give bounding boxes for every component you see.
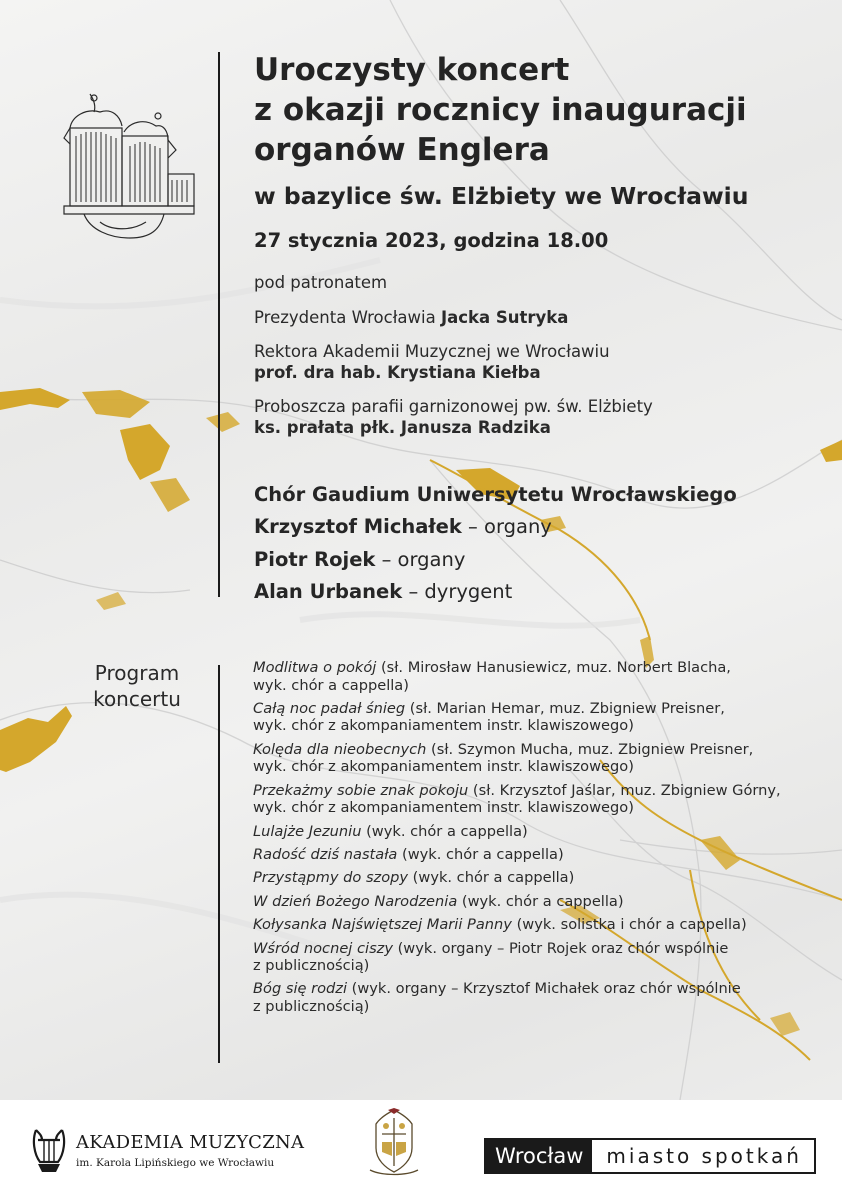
piece-details: (wyk. solistka i chór a cappella) [511,916,747,934]
program-heading [62,660,212,712]
piece-title: Przystąpmy do szopy [253,869,409,887]
program-item [253,893,833,911]
patron-rector-role: Rektora Akademii Muzycznej we Wrocławiu [254,342,610,361]
lyre-logo-icon [30,1126,68,1176]
performer-name: Alan Urbanek [254,580,403,603]
program-item [253,980,833,1015]
venue: w bazylice św. Elżbiety we Wrocławiu [254,182,749,210]
piece-title: W dzień Bożego Narodzenia [253,892,458,910]
program-item [253,659,833,694]
piece-details: (wyk. chór a cappella) [457,892,624,910]
academy-subtitle: im. Karola Lipińskiego we Wrocławiu [76,1157,275,1169]
program-heading-line-2: koncertu [93,687,181,711]
piece-details: (wyk. chór a cappella) [408,869,575,887]
performer-organist-2: Piotr Rojek – organy [254,548,466,571]
city-name: Wrocław [486,1140,592,1172]
piece-title: Kołysanka Najświętszej Marii Panny [253,916,512,934]
patron-president-name: Jacka Sutryka [440,308,569,327]
piece-details-cont: z publicznością) [253,957,370,975]
piece-title: Wśród nocnej ciszy [253,939,393,957]
patron-parish-priest [254,396,653,438]
concert-date: 27 stycznia 2023, godzina 18.00 [254,229,609,252]
piece-title: Bóg się rodzi [253,980,348,998]
program-item [253,700,833,735]
piece-title: Lulajże Jezuniu [253,822,362,840]
program-item [253,846,833,864]
performer-name: Chór Gaudium Uniwersytetu Wrocławskiego [254,483,737,506]
wroclaw-logo [484,1138,816,1174]
piece-details-cont: z publicznością) [253,997,370,1015]
organ-illustration [60,92,198,242]
program-list [253,659,833,1021]
piece-title: Modlitwa o pokój [253,659,377,676]
piece-details: (sł. Krzysztof Jaślar, muz. Zbigniew Górny, [468,781,781,799]
patron-rector [254,341,610,383]
performer-role: dyrygent [424,580,513,603]
performer-role: organy [484,515,552,538]
piece-details-cont: wyk. chór z akompaniamentem instr. klawiszowego) [253,799,634,817]
piece-title: Kolęda dla nieobecnych [253,740,427,758]
performer-role: organy [397,548,466,571]
piece-details: (wyk. chór a cappella) [361,822,528,840]
program-item [253,782,833,817]
program-item [253,741,833,776]
performer-conductor: Alan Urbanek – dyrygent [254,580,513,603]
performer-name: Krzysztof Michałek [254,515,462,538]
patron-rector-name: prof. dra hab. Krystiana Kiełba [254,363,541,382]
piece-details-cont: wyk. chór a cappella) [253,676,409,694]
title-line-1: Uroczysty koncert [254,52,570,88]
patron-president-role: Prezydenta Wrocławia [254,308,436,327]
academy-name: AKADEMIA MUZYCZNA [76,1132,305,1153]
piece-title: Radość dziś nastała [253,845,398,863]
program-item [253,940,833,975]
program-item [253,916,833,934]
piece-details-cont: wyk. chór z akompaniamentem instr. klawiszowego) [253,717,634,735]
piece-details-cont: wyk. chór z akompaniamentem instr. klawiszowego) [253,758,634,776]
piece-title: Całą noc padał śnieg [253,699,406,717]
piece-details: (sł. Mirosław Hanusiewicz, muz. Norbert Blacha, [376,659,731,676]
performer-organist-1: Krzysztof Michałek – organy [254,515,552,538]
piece-title: Przekażmy sobie znak pokoju [253,781,469,799]
title-line-2: z okazji rocznicy inauguracji [254,92,747,128]
patron-priest-name: ks. prałata płk. Janusza Radzika [254,418,551,437]
city-slogan: miasto spotkań [606,1144,802,1168]
performer-choir [254,483,737,506]
parish-emblem-icon [366,1108,422,1178]
divider-line-top [218,52,220,597]
title-line-3: organów Englera [254,132,550,168]
concert-title [254,50,834,170]
piece-details: (wyk. organy – Krzysztof Michałek oraz chór wspólnie [347,980,741,998]
piece-details: (wyk. organy – Piotr Rojek oraz chór wspólnie [392,939,729,957]
divider-line-program [218,665,220,1063]
patronage-intro: pod patronatem [254,273,388,292]
program-item [253,869,833,887]
performer-name: Piotr Rojek [254,548,376,571]
patron-priest-role: Proboszcza parafii garnizonowej pw. św. Elżbiety [254,397,653,416]
piece-details: (wyk. chór a cappella) [397,845,564,863]
piece-details: (sł. Szymon Mucha, muz. Zbigniew Preisner, [426,740,754,758]
patron-president [254,307,568,328]
program-item [253,823,833,841]
program-heading-line-1: Program [94,661,180,685]
piece-details: (sł. Marian Hemar, muz. Zbigniew Preisner, [405,699,725,717]
